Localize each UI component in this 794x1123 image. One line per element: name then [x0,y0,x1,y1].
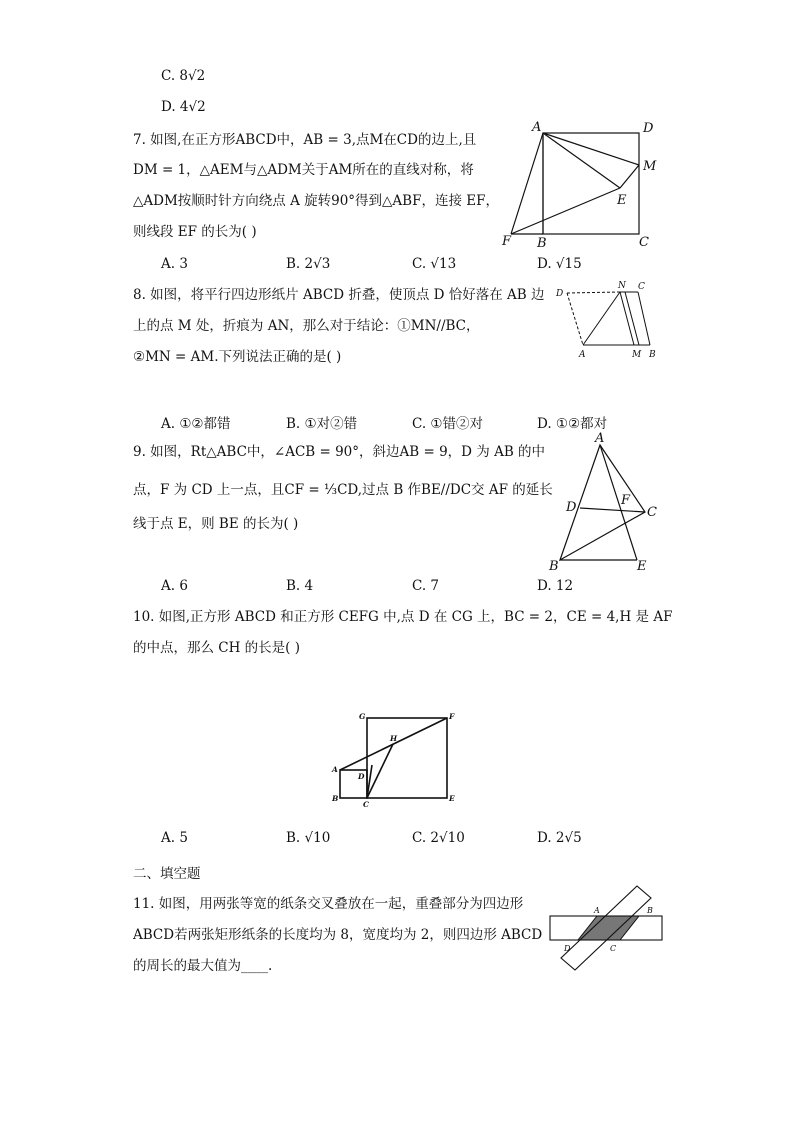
q8-line-2: 上的点 M 处，折痕为 AN，那么对于结论：①MN//BC， [133,318,480,334]
q11-line-2: ABCD若两张矩形纸条的长度均为 8，宽度均为 2，则四边形 ABCD [133,927,543,943]
q9-label-d: D [566,500,577,515]
q9-option-b: B. 4 [286,578,314,594]
q11-line-1: 11. 如图，用两张等宽的纸条交叉叠放在一起，重叠部分为四边形 [133,896,524,912]
q7-label-f: F [502,234,512,249]
q6-option-c: C. 8√2 [161,68,206,84]
q7-line-2: DM = 1，△AEM与△ADM关于AM所在的直线对称，将 [133,162,474,178]
q7-line-1: 7. 如图,在正方形ABCD中，AB = 3,点M在CD的边上,且 [133,132,477,148]
q7-option-d: D. √15 [537,256,582,272]
q11-figure [548,880,666,980]
q10-label-a: A [332,765,338,774]
q10-option-b: B. √10 [286,830,331,846]
q8-label-a: A [579,350,586,360]
q10-option-c: C. 2√10 [412,830,465,846]
q9-label-e: E [637,559,647,574]
q8-figure [552,278,667,363]
q7-label-c: C [639,235,649,250]
q8-option-a: A. ①②都错 [161,416,231,432]
q7-label-m: M [643,159,657,174]
q7-figure [495,115,665,250]
section-heading-fill-in: 二、填空题 [133,866,201,882]
q7-label-d: D [643,121,654,136]
q8-option-c: C. ①错②对 [412,416,484,432]
q10-label-g: G [359,712,366,721]
q7-option-a: A. 3 [161,256,188,272]
q10-figure [325,710,465,810]
q10-label-c: C [363,800,369,809]
q11-label-a: A [594,906,600,915]
q11-line-3: 的周长的最大值为____. [133,958,273,974]
q9-option-c: C. 7 [412,578,440,594]
q11-label-c: C [610,944,617,953]
q7-label-e: E [617,193,627,208]
q7-label-b: B [537,236,547,251]
q8-label-c: C [638,282,645,292]
q9-line-2: 点，F 为 CD 上一点，且CF = ⅓CD,过点 B 作BE//DC交 AF 的延长 [133,482,553,498]
q9-label-b: B [549,559,559,574]
q9-line-3: 线于点 E，则 BE 的长为( ) [133,516,299,532]
q8-option-d: D. ①②都对 [537,416,608,432]
q9-option-d: D. 12 [537,578,574,594]
q10-option-a: A. 5 [161,830,188,846]
q8-option-b: B. ①对②错 [286,416,358,432]
q10-label-f: F [449,712,455,721]
q9-figure [545,430,670,575]
q10-label-b: B [332,794,339,803]
q10-option-d: D. 2√5 [537,830,582,846]
q9-label-f: F [621,493,631,508]
q8-label-d: D [556,289,564,299]
q7-option-b: B. 2√3 [286,256,331,272]
q7-line-4: 则线段 EF 的长为( ) [133,224,257,240]
q6-option-d: D. 4√2 [161,99,206,115]
q10-label-d: D [358,772,365,781]
q9-label-a: A [595,431,605,446]
q8-line-1: 8. 如图，将平行四边形纸片 ABCD 折叠，使顶点 D 恰好落在 AB 边 [133,287,545,303]
q9-label-c: C [647,505,657,520]
q7-line-3: △ADM按顺时针方向绕点 A 旋转90°得到△ABF，连接 EF， [133,193,499,209]
q7-label-a: A [532,120,542,135]
q9-line-1: 9. 如图，Rt△ABC中，∠ACB = 90°，斜边AB = 9，D 为 AB 的中 [133,444,546,460]
q10-line-2: 的中点，那么 CH 的长是( ) [133,640,301,656]
q11-label-b: B [647,906,653,915]
q10-line-1: 10. 如图,正方形 ABCD 和正方形 CEFG 中,点 D 在 CG 上，BC = 2，CE = 4,H 是 AF [133,609,673,625]
q11-label-d: D [564,944,571,953]
q9-option-a: A. 6 [161,578,188,594]
q8-label-n: N [618,281,626,291]
q10-label-e: E [449,794,455,803]
q8-label-m: M [632,350,642,360]
q8-line-3: ②MN = AM.下列说法正确的是( ) [133,349,342,365]
q8-label-b: B [649,350,656,360]
q10-label-h: H [390,734,398,743]
q7-option-c: C. √13 [412,256,457,272]
